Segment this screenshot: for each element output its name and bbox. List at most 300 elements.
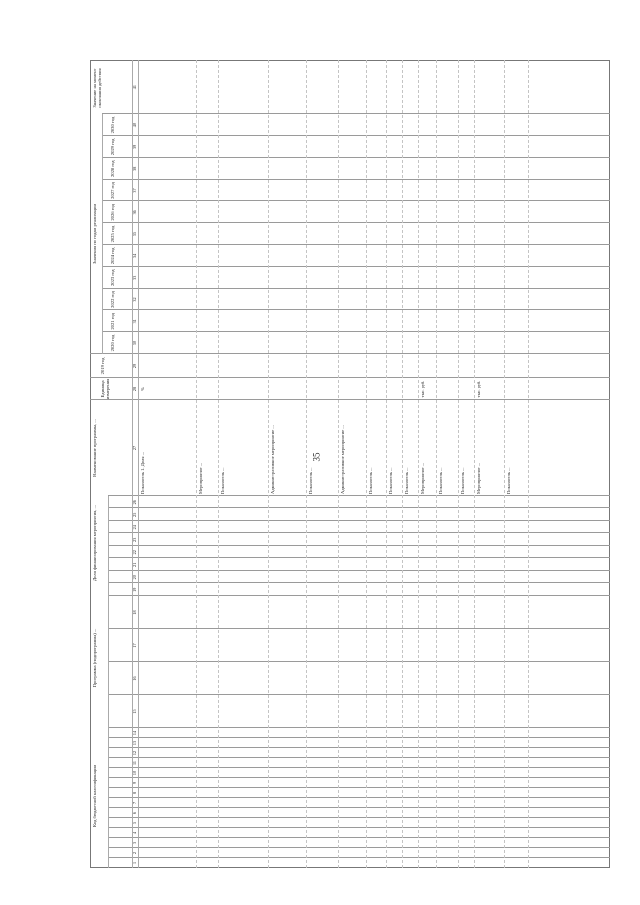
row-year-value — [368, 269, 385, 287]
column-divider — [108, 787, 610, 788]
column-number: 13 — [132, 740, 137, 746]
row-unit — [308, 380, 337, 398]
column-divider — [108, 545, 610, 546]
year-header: 2029 год — [110, 138, 115, 156]
column-number: 18 — [132, 610, 137, 615]
column-number: 38 — [132, 166, 137, 171]
row-year-value — [506, 116, 527, 134]
page-number: 35 — [311, 452, 322, 462]
header-divider — [132, 60, 133, 868]
row-base-value — [198, 356, 217, 376]
row-year-value — [438, 116, 457, 134]
row-unit — [220, 380, 267, 398]
row-year-value — [368, 291, 385, 309]
row-year-value — [460, 160, 473, 178]
column-divider — [108, 727, 610, 728]
column-number: 30 — [132, 341, 137, 346]
row-name: Показатель ... — [506, 467, 511, 494]
column-divider — [108, 520, 610, 521]
row-year-value — [198, 182, 217, 200]
row-unit — [270, 380, 305, 398]
row-base-value — [506, 356, 527, 376]
row-base-value — [404, 356, 417, 376]
row-base-value — [140, 356, 195, 376]
row-year-value — [404, 138, 417, 156]
row-year-value — [198, 269, 217, 287]
column-number: 6 — [132, 811, 137, 815]
column-divider — [102, 266, 610, 267]
row-year-value — [460, 291, 473, 309]
row-divider — [196, 60, 197, 868]
row-year-value — [270, 225, 305, 243]
year-header: 2021 год — [110, 313, 115, 330]
row-year-value — [420, 269, 435, 287]
row-total — [404, 62, 417, 112]
row-year-value — [308, 138, 337, 156]
row-unit — [198, 380, 217, 398]
row-year-value — [460, 182, 473, 200]
row-base-value — [476, 356, 503, 376]
row-year-value — [220, 247, 267, 265]
row-name: Показатель ... — [388, 467, 393, 494]
row-total — [198, 62, 217, 112]
column-divider — [102, 135, 610, 136]
column-divider — [108, 807, 610, 808]
row-unit — [438, 380, 457, 398]
row-year-value — [460, 269, 473, 287]
row-year-value — [388, 312, 401, 330]
row-year-value — [340, 312, 365, 330]
row-year-value — [368, 138, 385, 156]
column-number: 8 — [132, 791, 137, 795]
row-total — [438, 62, 457, 112]
row-divider — [338, 60, 339, 868]
row-year-value — [340, 116, 365, 134]
column-divider — [108, 757, 610, 758]
row-unit — [460, 380, 473, 398]
row-year-value — [438, 291, 457, 309]
row-year-value — [270, 203, 305, 221]
column-number: 5 — [132, 821, 137, 825]
column-number: 27 — [132, 445, 137, 451]
row-year-value — [438, 203, 457, 221]
row-name: Административное мероприятие ... — [270, 425, 275, 494]
column-divider — [102, 179, 610, 180]
header-divider — [108, 496, 109, 868]
row-total — [308, 62, 337, 112]
row-year-value — [368, 312, 385, 330]
column-number: 40 — [132, 123, 137, 128]
row-year-value — [140, 312, 195, 330]
row-year-value — [198, 160, 217, 178]
row-year-value — [420, 182, 435, 200]
row-year-value — [476, 138, 503, 156]
row-year-value — [270, 138, 305, 156]
column-number: 28 — [132, 386, 137, 392]
row-year-value — [308, 291, 337, 309]
row-total — [420, 62, 435, 112]
year-header: 2022 год — [110, 291, 115, 308]
row-name: Показатель ... — [220, 467, 225, 494]
row-base-value — [438, 356, 457, 376]
column-divider — [108, 628, 610, 629]
column-number: 29 — [132, 363, 137, 369]
row-base-value — [220, 356, 267, 376]
year-header: 2026 год — [110, 204, 115, 221]
header-codes: Код бюджетной классификации — [92, 765, 97, 827]
row-year-value — [438, 312, 457, 330]
column-number: 2 — [132, 851, 137, 855]
row-year-value — [404, 312, 417, 330]
year-header: 2030 год — [110, 116, 115, 134]
row-year-value — [340, 334, 365, 352]
row-year-value — [388, 203, 401, 221]
year-header: 2027 год — [110, 182, 115, 199]
column-divider — [108, 595, 610, 596]
column-divider — [108, 767, 610, 768]
row-year-value — [340, 138, 365, 156]
row-year-value — [420, 247, 435, 265]
row-year-value — [220, 203, 267, 221]
column-divider — [108, 847, 610, 848]
column-divider — [108, 661, 610, 662]
row-year-value — [388, 334, 401, 352]
row-year-value — [506, 269, 527, 287]
column-divider — [108, 508, 610, 509]
row-divider — [504, 60, 505, 868]
column-divider — [102, 222, 610, 223]
row-base-value — [460, 356, 473, 376]
row-year-value — [198, 247, 217, 265]
row-total — [270, 62, 305, 112]
column-number: 22 — [132, 550, 137, 555]
row-year-value — [340, 291, 365, 309]
row-year-value — [340, 182, 365, 200]
row-year-value — [340, 247, 365, 265]
row-total — [220, 62, 267, 112]
row-year-value — [438, 334, 457, 352]
row-year-value — [388, 225, 401, 243]
column-divider — [102, 309, 610, 310]
row-divider — [306, 60, 307, 868]
row-year-value — [420, 203, 435, 221]
column-divider — [108, 817, 610, 818]
row-year-value — [198, 334, 217, 352]
column-divider — [102, 157, 610, 158]
column-number: 39 — [132, 144, 137, 150]
column-divider — [102, 331, 610, 332]
row-name: Мероприятие ... — [420, 462, 425, 494]
row-divider — [436, 60, 437, 868]
year-header: 2020 год — [110, 334, 115, 352]
row-base-value — [340, 356, 365, 376]
row-year-value — [270, 291, 305, 309]
row-year-value — [220, 138, 267, 156]
row-year-value — [420, 160, 435, 178]
row-base-value — [270, 356, 305, 376]
row-year-value — [308, 247, 337, 265]
row-year-value — [460, 116, 473, 134]
row-divider — [418, 60, 419, 868]
row-year-value — [460, 225, 473, 243]
row-total — [460, 62, 473, 112]
column-number: 32 — [132, 297, 137, 302]
row-base-value — [368, 356, 385, 376]
column-divider — [108, 857, 610, 858]
row-divider — [458, 60, 459, 868]
header-program: Программа (подпрограмма) ... — [92, 628, 97, 688]
row-year-value — [140, 247, 195, 265]
year-header: 2024 год — [110, 247, 115, 265]
row-divider — [402, 60, 403, 868]
row-unit — [368, 380, 385, 398]
column-number: 7 — [132, 801, 137, 805]
row-divider — [386, 60, 387, 868]
row-year-value — [270, 334, 305, 352]
row-year-value — [368, 182, 385, 200]
row-year-value — [404, 269, 417, 287]
column-divider — [90, 377, 610, 378]
row-year-value — [270, 182, 305, 200]
row-year-value — [404, 160, 417, 178]
column-divider — [102, 288, 610, 289]
row-year-value — [220, 160, 267, 178]
header-base-year: 2019 год — [100, 357, 105, 375]
row-year-value — [220, 182, 267, 200]
row-year-value — [420, 138, 435, 156]
row-year-value — [506, 247, 527, 265]
row-year-value — [404, 182, 417, 200]
row-year-value — [140, 160, 195, 178]
column-number: 16 — [132, 676, 137, 681]
row-year-value — [308, 225, 337, 243]
row-year-value — [506, 291, 527, 309]
row-name: Мероприятие ... — [198, 462, 203, 494]
header-name: Наименование программы, ... — [92, 419, 97, 477]
column-divider — [108, 533, 610, 534]
column-number: 19 — [132, 587, 137, 592]
row-year-value — [460, 203, 473, 221]
row-year-value — [140, 138, 195, 156]
column-number: 9 — [132, 781, 137, 785]
row-year-value — [340, 269, 365, 287]
column-number: 14 — [132, 730, 137, 736]
row-year-value — [404, 225, 417, 243]
column-number: 3 — [132, 841, 137, 845]
row-year-value — [340, 160, 365, 178]
column-divider — [102, 244, 610, 245]
row-year-value — [308, 334, 337, 352]
column-divider — [108, 797, 610, 798]
row-name: Показатель ... — [404, 467, 409, 494]
row-year-value — [420, 291, 435, 309]
column-number: 11 — [132, 760, 137, 766]
header-unit: Единица измерения — [100, 378, 110, 400]
row-year-value — [388, 138, 401, 156]
row-year-value — [270, 116, 305, 134]
row-total — [476, 62, 503, 112]
column-divider — [108, 827, 610, 828]
year-header: 2028 год — [110, 160, 115, 178]
row-base-value — [308, 356, 337, 376]
column-number: 25 — [132, 512, 137, 517]
row-unit: тыс. руб. — [476, 380, 481, 398]
year-header: 2025 год — [110, 225, 115, 243]
row-year-value — [198, 225, 217, 243]
row-unit — [506, 380, 527, 398]
row-divider — [268, 60, 269, 868]
column-divider — [108, 694, 610, 695]
column-divider — [90, 353, 610, 354]
row-name: Административное мероприятие ... — [340, 425, 345, 494]
column-divider — [108, 837, 610, 838]
row-year-value — [270, 160, 305, 178]
row-year-value — [460, 312, 473, 330]
row-year-value — [404, 116, 417, 134]
column-number: 23 — [132, 537, 137, 542]
row-year-value — [140, 269, 195, 287]
row-year-value — [368, 334, 385, 352]
row-year-value — [270, 247, 305, 265]
column-number: 20 — [132, 575, 137, 580]
row-year-value — [220, 334, 267, 352]
column-number: 15 — [132, 709, 137, 714]
row-year-value — [198, 116, 217, 134]
row-total — [340, 62, 365, 112]
row-year-value — [140, 116, 195, 134]
header-finance: Доля финансирования мероприятия, ... — [92, 505, 97, 581]
row-name: Показатель ... — [438, 467, 443, 494]
row-year-value — [340, 225, 365, 243]
row-year-value — [388, 160, 401, 178]
header-divider — [102, 114, 103, 354]
column-number: 33 — [132, 275, 137, 280]
row-year-value — [438, 182, 457, 200]
row-year-value — [404, 203, 417, 221]
column-number: 12 — [132, 750, 137, 756]
year-header: 2023 год — [110, 269, 115, 287]
row-year-value — [308, 203, 337, 221]
row-year-value — [506, 160, 527, 178]
row-total — [140, 62, 195, 112]
row-year-value — [340, 203, 365, 221]
row-divider — [218, 60, 219, 868]
row-year-value — [388, 116, 401, 134]
column-number: 31 — [132, 319, 137, 324]
row-year-value — [140, 334, 195, 352]
row-total — [388, 62, 401, 112]
row-name: Показатель ... — [460, 467, 465, 494]
column-divider — [108, 747, 610, 748]
row-year-value — [476, 116, 503, 134]
row-year-value — [270, 269, 305, 287]
row-divider — [366, 60, 367, 868]
row-divider — [528, 60, 529, 868]
row-year-value — [438, 247, 457, 265]
row-year-value — [220, 116, 267, 134]
row-year-value — [308, 160, 337, 178]
column-divider — [108, 777, 610, 778]
row-year-value — [438, 269, 457, 287]
row-year-value — [220, 269, 267, 287]
row-unit — [340, 380, 365, 398]
row-year-value — [476, 203, 503, 221]
column-number: 21 — [132, 562, 137, 567]
row-year-value — [476, 312, 503, 330]
row-year-value — [420, 334, 435, 352]
row-year-value — [270, 312, 305, 330]
row-year-value — [506, 225, 527, 243]
column-divider — [108, 495, 610, 496]
column-number: 10 — [132, 770, 137, 776]
header-years: Значения по годам реализации — [92, 204, 97, 264]
row-unit — [388, 380, 401, 398]
row-year-value — [404, 334, 417, 352]
row-year-value — [438, 160, 457, 178]
row-total — [368, 62, 385, 112]
row-year-value — [506, 203, 527, 221]
row-year-value — [476, 291, 503, 309]
column-divider — [108, 737, 610, 738]
row-base-value — [420, 356, 435, 376]
column-number: 17 — [132, 643, 137, 648]
row-name: Показатель ... — [308, 467, 313, 494]
row-year-value — [388, 247, 401, 265]
row-year-value — [388, 269, 401, 287]
column-divider — [102, 200, 610, 201]
row-name: Показатель 1. Доля ... — [140, 451, 145, 494]
row-year-value — [388, 182, 401, 200]
program-table — [90, 60, 610, 868]
row-year-value — [220, 225, 267, 243]
row-year-value — [368, 203, 385, 221]
row-year-value — [308, 116, 337, 134]
column-number: 37 — [132, 188, 137, 193]
row-year-value — [368, 247, 385, 265]
row-year-value — [140, 225, 195, 243]
row-year-value — [198, 203, 217, 221]
column-divider — [108, 570, 610, 571]
row-year-value — [198, 138, 217, 156]
row-year-value — [476, 182, 503, 200]
row-year-value — [198, 291, 217, 309]
row-year-value — [476, 247, 503, 265]
row-name: Мероприятие ... — [476, 462, 481, 494]
row-year-value — [506, 334, 527, 352]
row-unit: тыс. руб. — [420, 380, 425, 398]
row-year-value — [140, 182, 195, 200]
header-total: Значение на момент окончания действия — [92, 68, 102, 108]
column-number: 26 — [132, 500, 137, 505]
column-number: 35 — [132, 232, 137, 237]
row-year-value — [420, 116, 435, 134]
row-base-value — [388, 356, 401, 376]
row-year-value — [476, 225, 503, 243]
column-number: 24 — [132, 525, 137, 530]
row-unit — [404, 380, 417, 398]
row-year-value — [404, 247, 417, 265]
row-year-value — [308, 269, 337, 287]
row-year-value — [140, 291, 195, 309]
column-divider — [108, 583, 610, 584]
row-year-value — [220, 312, 267, 330]
row-year-value — [476, 269, 503, 287]
column-divider — [108, 558, 610, 559]
row-year-value — [198, 312, 217, 330]
row-year-value — [404, 291, 417, 309]
row-divider — [474, 60, 475, 868]
column-number: 4 — [132, 831, 137, 835]
